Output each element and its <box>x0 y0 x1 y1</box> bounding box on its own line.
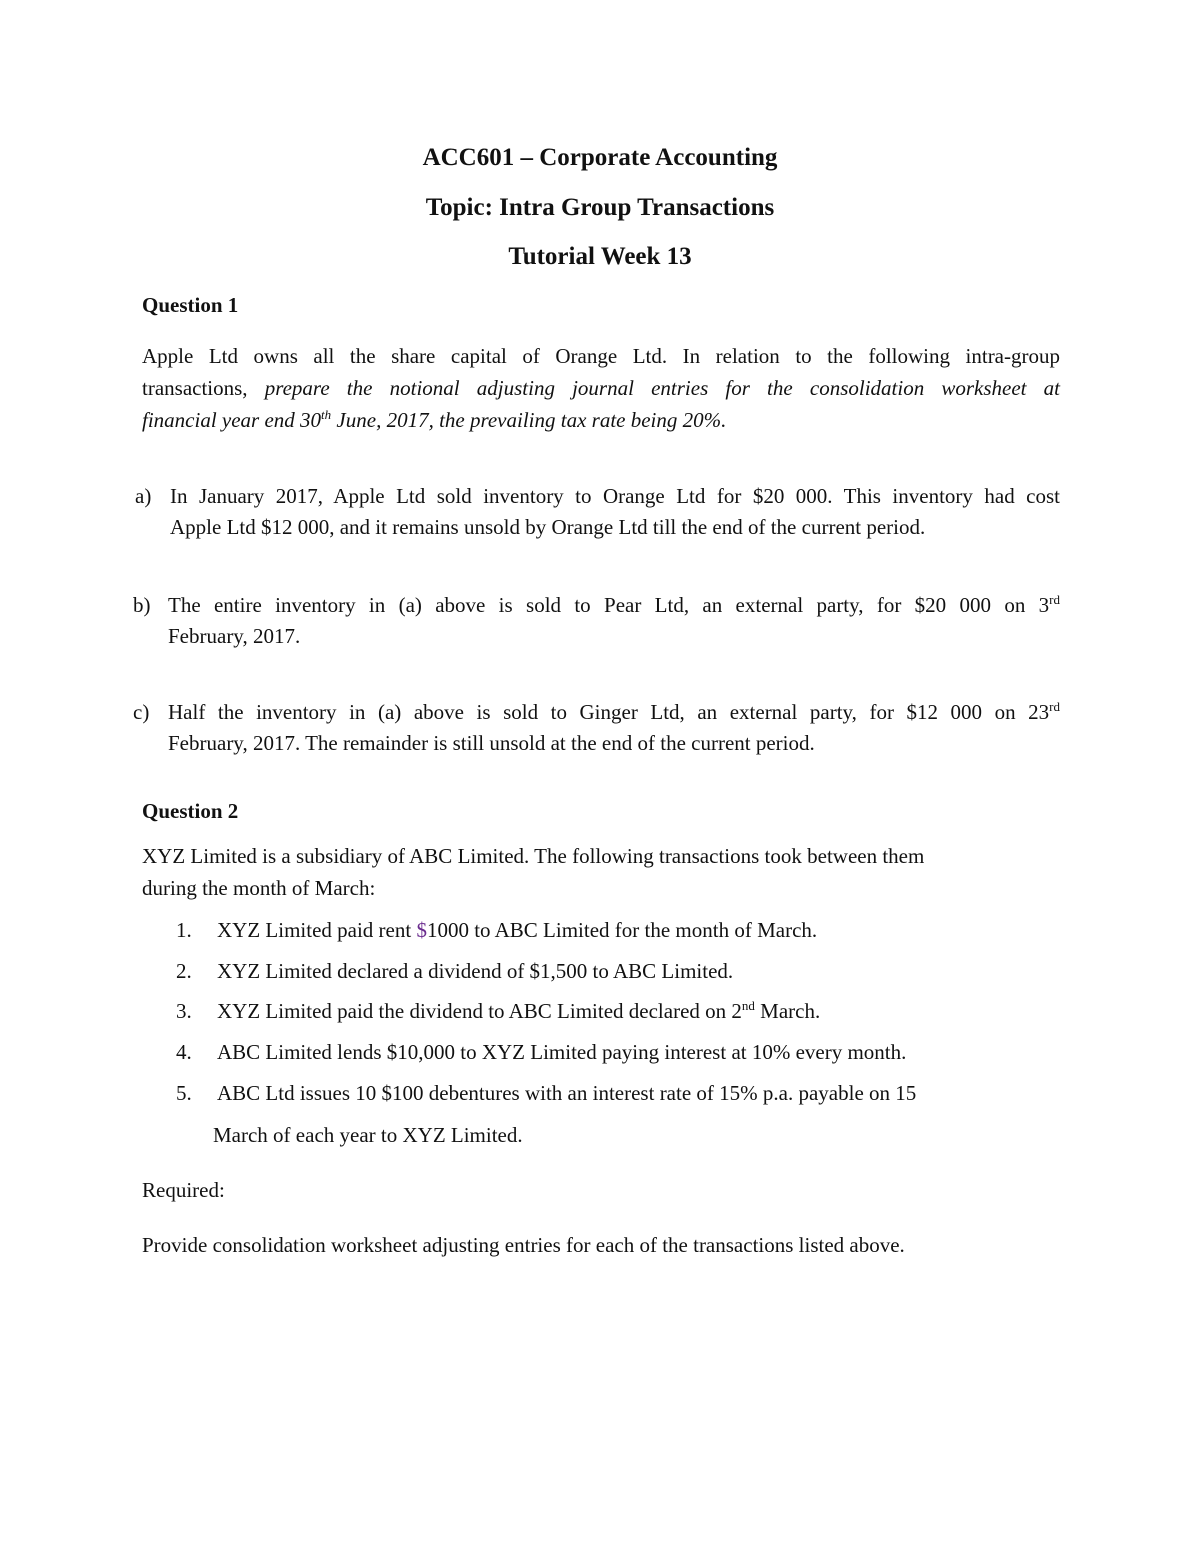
item-1-dollar: $ <box>416 918 427 942</box>
part-marker: c) <box>133 700 150 724</box>
required-text: Provide consolidation worksheet adjusting entries for each of the transactions listed above. <box>142 1233 905 1257</box>
question-1-intro-line: Apple Ltd owns all the share capital of Orange Ltd. In relation to the following intra-group <box>142 344 1060 368</box>
part-a-text <box>170 481 1060 543</box>
part-marker: b) <box>133 593 151 617</box>
question-2-intro <box>142 840 1060 904</box>
part-b-text <box>168 590 1060 652</box>
superscript: rd <box>1049 699 1060 714</box>
item-1-text <box>217 915 1060 946</box>
item-number: 5. <box>176 1081 192 1105</box>
superscript: nd <box>741 998 755 1013</box>
item-3-text-end: March. <box>754 999 821 1023</box>
course-title: ACC601 – Corporate Accounting <box>422 144 778 171</box>
part-c-text <box>168 697 1060 759</box>
item-1-text-start: XYZ Limited paid rent <box>217 918 417 942</box>
tutorial-title: Tutorial Week 13 <box>508 243 692 270</box>
part-b-line-2: February, 2017. <box>168 624 301 648</box>
topic-title: Topic: Intra Group Transactions <box>425 194 775 221</box>
required-label: Required: <box>142 1178 225 1202</box>
item-number: 1. <box>176 918 192 942</box>
item-4-text: ABC Limited lends $10,000 to XYZ Limited paying interest at 10% every month. <box>217 1040 907 1064</box>
item-number: 3. <box>176 999 192 1023</box>
question-2-heading: Question 2 <box>142 799 239 823</box>
superscript: rd <box>1049 592 1060 607</box>
part-b-line-1 <box>168 590 1060 621</box>
question-1-intro-line <box>142 404 1060 436</box>
question-2-intro-line: during the month of March: <box>142 876 376 900</box>
question-2-item-5 <box>176 1078 1060 1158</box>
intro-italic-text: prepare the notional adjusting journal entries for the consolidation worksheet at <box>264 376 1060 400</box>
item-number: 4. <box>176 1040 192 1064</box>
item-1-text-end: 1000 to ABC Limited for the month of March. <box>426 918 818 942</box>
part-b-line-1-text: The entire inventory in (a) above is sold to Pear Ltd, an external party, for $20 000 on 3 <box>168 593 1050 617</box>
question-2-intro-line: XYZ Limited is a subsidiary of ABC Limited. The following transactions took between them <box>142 844 925 868</box>
part-c-line-1-text: Half the inventory in (a) above is sold to Ginger Ltd, an external party, for $12 000 on 23 <box>168 700 1050 724</box>
part-c-line-1 <box>168 697 1060 728</box>
part-a-line-2: Apple Ltd $12 000, and it remains unsold by Orange Ltd till the end of the current period. <box>170 515 926 539</box>
part-a-line-1: In January 2017, Apple Ltd sold inventory to Orange Ltd for $20 000. This inventory had cost <box>170 484 1060 508</box>
question-1-part-a <box>135 481 1060 545</box>
question-1-intro-line <box>142 372 1060 404</box>
item-5-text-line-1: ABC Ltd issues 10 $100 debentures with an interest rate of 15% p.a. payable on 15 <box>217 1081 917 1105</box>
item-number: 2. <box>176 959 192 983</box>
item-2-text: XYZ Limited declared a dividend of $1,500 to ABC Limited. <box>217 959 734 983</box>
item-3-text <box>217 996 1060 1027</box>
item-5-text-line-2: March of each year to XYZ Limited. <box>213 1123 523 1147</box>
intro-tax-text: June, 2017, the prevailing tax rate being 20%. <box>336 408 727 432</box>
intro-date-text: financial year end 30 <box>142 408 322 432</box>
intro-plain-text: transactions, <box>142 376 248 400</box>
question-1-part-b <box>133 590 1060 654</box>
question-1-intro <box>142 340 1060 436</box>
item-3-text-start: XYZ Limited paid the dividend to ABC Limited declared on 2 <box>217 999 742 1023</box>
question-1-heading: Question 1 <box>142 293 239 317</box>
question-1-part-c <box>133 697 1060 761</box>
superscript: th <box>321 407 332 422</box>
part-c-line-2: February, 2017. The remainder is still unsold at the end of the current period. <box>168 731 815 755</box>
part-marker: a) <box>135 484 152 508</box>
